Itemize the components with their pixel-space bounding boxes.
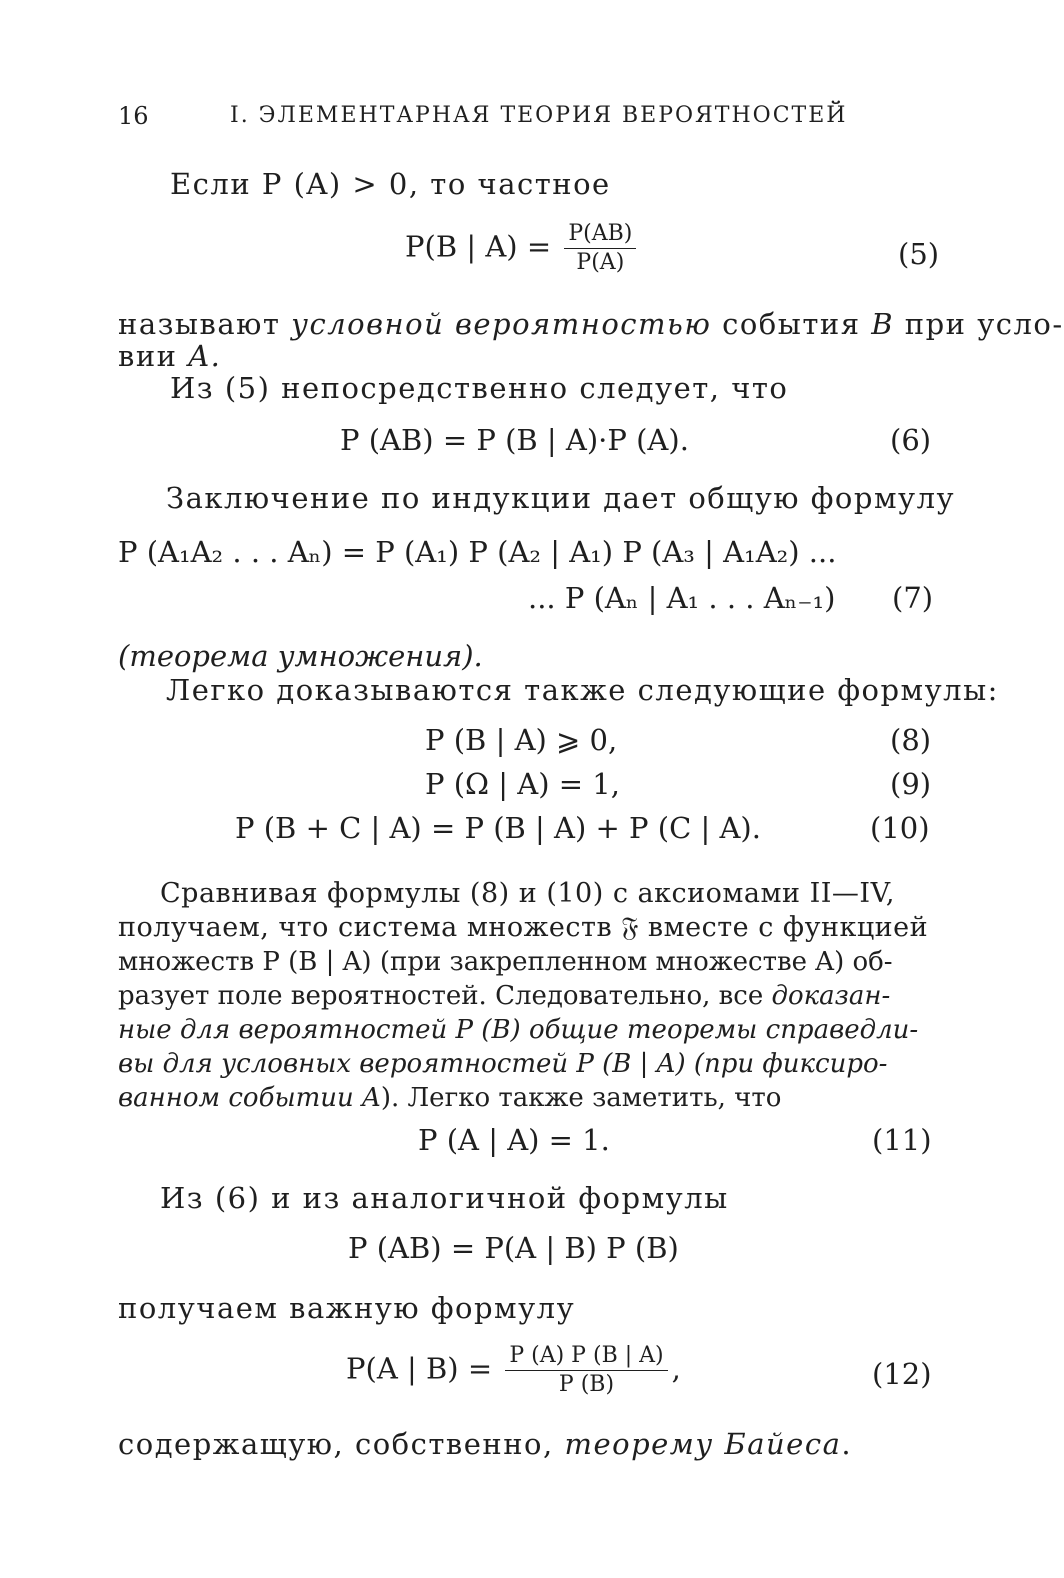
equation-7-line-1: P (A₁A₂ . . . Aₙ) = P (A₁) P (A₂ | A₁) P (A₃ | A₁A₂) ... xyxy=(118,535,837,569)
equation-9: P (Ω | A) = 1, xyxy=(425,767,620,801)
equation-tag-9: (9) xyxy=(890,767,932,801)
paragraph-2-line-2 xyxy=(118,338,221,374)
eq12-numerator: P (A) P (B | A) xyxy=(505,1344,667,1371)
equation-tag-11: (11) xyxy=(872,1123,932,1157)
equation-5 xyxy=(405,222,640,275)
equation-12 xyxy=(346,1344,681,1397)
term-bayes-theorem: теорему Байеса xyxy=(564,1427,842,1461)
paragraph-7-line-5: ные для вероятностей P (B) общие теоремы справедли- xyxy=(118,1015,919,1045)
running-title: I. ЭЛЕМЕНТАРНАЯ ТЕОРИЯ ВЕРОЯТНОСТЕЙ xyxy=(230,103,848,128)
eq5-fraction xyxy=(564,222,636,275)
equation-7-line-2: ... P (Aₙ | A₁ . . . Aₙ₋₁) xyxy=(528,581,836,615)
paragraph-1: Если P (A) > 0, то частное xyxy=(170,167,611,201)
p2-text-b: события xyxy=(711,307,872,341)
eq12-lhs: P(A | B) = xyxy=(346,1351,493,1386)
eq5-denominator: P(A) xyxy=(576,250,625,275)
page-number: 16 xyxy=(118,102,149,130)
paragraph-5: (теорема умножения). xyxy=(118,639,483,673)
paragraph-7-line-3: множеств P (B | A) (при закрепленном множестве A) об- xyxy=(118,947,893,977)
paragraph-7-line-6: вы для условных вероятностей P (B | A) (при фиксиро- xyxy=(118,1049,888,1079)
p10-text: содержащую, собственно, xyxy=(118,1427,565,1461)
paragraph-7-line-4 xyxy=(118,978,890,1014)
equation-ab: P (AB) = P(A | B) P (B) xyxy=(348,1231,679,1265)
paragraph-7-line-7 xyxy=(118,1080,781,1116)
p2-text-a: называют xyxy=(118,307,292,341)
equation-6: P (AB) = P (B | A)·P (A). xyxy=(340,423,689,457)
equation-tag-8: (8) xyxy=(890,723,932,757)
p2-text-c: при усло- xyxy=(894,307,1064,341)
p2-var-b: B xyxy=(871,307,895,341)
equation-8: P (B | A) ⩾ 0, xyxy=(425,723,618,757)
paragraph-7-line-2: получаем, что система множеств 𝔉 вместе с функцией xyxy=(118,912,929,943)
equation-tag-5: (5) xyxy=(898,237,940,271)
equation-tag-7: (7) xyxy=(892,581,934,615)
eq5-numerator: P(AB) xyxy=(564,222,636,249)
paragraph-4: Заключение по индукции дает общую формулу xyxy=(166,481,956,515)
eq12-comma: , xyxy=(671,1351,681,1386)
equation-11: P (A | A) = 1. xyxy=(418,1123,610,1157)
paragraph-9: получаем важную формулу xyxy=(118,1291,576,1325)
p7-line7-text: ). Легко также заметить, что xyxy=(380,1083,782,1113)
p7-line7-emphasis: ванном событии A xyxy=(118,1083,381,1113)
p7-line4-text: разует поле вероятностей. Следовательно, все xyxy=(118,981,772,1011)
equation-tag-12: (12) xyxy=(872,1357,932,1391)
eq12-fraction xyxy=(505,1344,667,1397)
paragraph-8: Из (6) и из аналогичной формулы xyxy=(160,1181,729,1215)
paragraph-10 xyxy=(118,1426,852,1462)
p7-line4-emphasis: доказан- xyxy=(771,981,891,1011)
p10-period: . xyxy=(841,1427,853,1461)
equation-tag-10: (10) xyxy=(870,811,930,845)
term-conditional-probability: условной вероятностью xyxy=(291,307,712,341)
p2-line2-text: вии xyxy=(118,339,189,373)
p2-line2-var: A. xyxy=(188,339,222,373)
eq5-lhs: P(B | A) = xyxy=(405,229,552,264)
equation-tag-6: (6) xyxy=(890,423,932,457)
eq12-denominator: P (B) xyxy=(558,1372,615,1397)
paragraph-6: Легко доказываются также следующие формулы: xyxy=(166,673,999,707)
paragraph-2-line-1 xyxy=(118,306,1064,342)
equation-10: P (B + C | A) = P (B | A) + P (C | A). xyxy=(235,811,761,845)
paragraph-3: Из (5) непосредственно следует, что xyxy=(170,371,789,405)
paragraph-7-line-1: Сравнивая формулы (8) и (10) с аксиомами II—IV, xyxy=(160,878,895,909)
